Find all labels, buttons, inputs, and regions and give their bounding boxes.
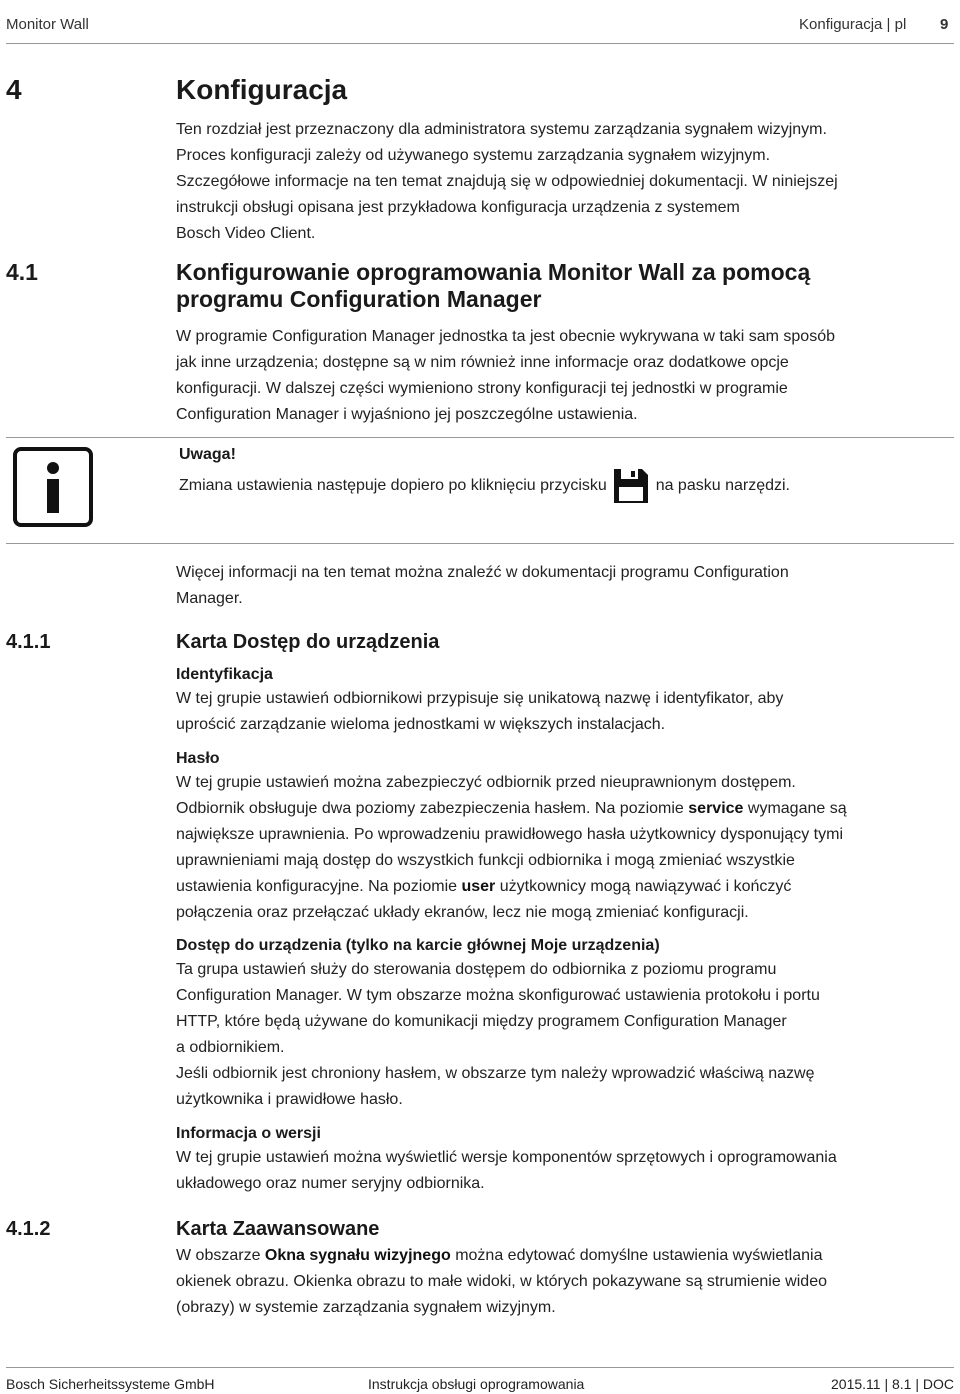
chapter-number: 4 [6,74,22,105]
wersja-line: W tej grupie ustawień można wyświetlić wersje komponentów sprzętowych i oprogramowania [176,1149,837,1166]
intro-line: instrukcji obsługi opisana jest przykładowa konfiguracja urządzenia z systemem [176,199,740,216]
body-line: Configuration Manager i wyjaśniono jej poszczególne ustawienia. [176,406,638,423]
save-icon [611,466,651,506]
footer-document: Instrukcja obsługi oprogramowania [368,1376,585,1392]
dostep-line: użytkownika i prawidłowe hasło. [176,1091,403,1108]
chapter-intro [176,117,946,247]
more-info-line: Manager. [176,590,243,607]
level-service: service [688,800,744,817]
text-run: wymagane są [743,800,847,817]
footer-company: Bosch Sicherheitssysteme GmbH [6,1376,215,1392]
notice-text [179,466,790,506]
dostep-line: Jeśli odbiornik jest chroniony hasłem, w obszarze tym należy wprowadzić właściwą nazwę [176,1065,815,1082]
more-info-line: Więcej informacji na ten temat można znaleźć w dokumentacji programu Configuration [176,564,789,581]
running-header-title: Monitor Wall [6,16,89,33]
subsection-number: 4.1.1 [6,631,51,653]
notice-text-after: na pasku narzędzi. [655,477,790,495]
intro-line: Proces konfiguracji zależy od używanego systemu zarządzania sygnałem wizyjnym. [176,147,771,164]
haslo-line: połączenia oraz przełączać układy ekranów, lecz nie mogą zmieniać konfiguracji. [176,904,749,921]
level-user: user [461,878,496,895]
okna-term: Okna sygnału wizyjnego [264,1247,451,1264]
haslo-line: W tej grupie ustawień można zabezpieczyć odbiornik przed nieuprawnionym dostępem. [176,774,796,791]
chapter-title: Konfiguracja [176,74,348,105]
section-number: 4.1 [6,259,38,285]
haslo-line: największe uprawnienia. Po wprowadzeniu prawidłowego hasła użytkownicy dysponujący tymi [176,826,844,843]
intro-line: Ten rozdział jest przeznaczony dla administratora systemu zarządzania sygnałem wizyjnym. [176,121,827,138]
zaawansowane-line: (obrazy) w systemie zarządzania sygnałem wizyjnym. [176,1299,556,1316]
text-run: Odbiornik obsługuje dwa poziomy zabezpieczenia hasłem. Na poziomie [176,800,689,817]
intro-line: Szczegółowe informacje na ten temat znajdują się w odpowiedniej dokumentacji. W niniejszej [176,173,838,190]
info-icon [13,447,93,527]
haslo-block [176,748,946,926]
text-run: użytkownicy mogą nawiązywać i kończyć [495,878,792,895]
subsection-number: 4.1.2 [6,1218,51,1240]
body-line: W programie Configuration Manager jednostka ta jest obecnie wykrywana w taki sam sposób [176,328,835,345]
section-title-line: Konfigurowanie oprogramowania Monitor Wall za pomocą [176,259,811,285]
wersja-block [176,1123,946,1197]
wersja-line: układowego oraz numer seryjny odbiornika. [176,1175,485,1192]
wersja-label: Informacja o wersji [176,1125,321,1142]
header-rule [6,43,954,44]
identyfikacja-line: uprościć zarządzanie wieloma jednostkami w większych instalacjach. [176,716,666,733]
dostep-block [176,935,946,1113]
section-title [176,259,946,313]
zaawansowane-block [176,1243,946,1321]
text-run: W obszarze [176,1247,265,1264]
intro-line: Bosch Video Client. [176,225,316,242]
haslo-line [176,874,946,900]
identyfikacja-block [176,664,946,738]
zaawansowane-line [176,1243,946,1269]
identyfikacja-label: Identyfikacja [176,666,273,683]
haslo-line: uprawnieniami mają dostęp do wszystkich funkcji odbiornika i mogą zmieniać wszystkie [176,852,795,869]
dostep-label: Dostęp do urządzenia (tylko na karcie głównej Moje urządzenia) [176,937,660,954]
footer-version: 2015.11 | 8.1 | DOC [831,1376,954,1392]
subsection-title: Karta Zaawansowane [176,1218,380,1240]
dostep-line: a odbiornikiem. [176,1039,285,1056]
text-run: można edytować domyślne ustawienia wyświetlania [450,1247,823,1264]
more-info [176,560,946,612]
dostep-line: HTTP, które będą używane do komunikacji między programem Configuration Manager [176,1013,787,1030]
footer-rule [6,1367,954,1368]
notice-title: Uwaga! [179,446,236,463]
notice-text-before: Zmiana ustawienia następuje dopiero po kliknięciu przycisku [179,477,607,495]
page-number: 9 [940,16,949,33]
running-header-section: Konfiguracja | pl [799,16,907,33]
section-body [176,324,946,428]
subsection-title: Karta Dostęp do urządzenia [176,631,440,653]
zaawansowane-line: okienek obrazu. Okienka obrazu to małe widoki, w których pokazywane są strumienie wideo [176,1273,827,1290]
section-title-line: programu Configuration Manager [176,286,542,312]
notice-bottom-rule [6,543,954,544]
dostep-line: Configuration Manager. W tym obszarze można skonfigurować ustawienia protokołu i portu [176,987,820,1004]
body-line: konfiguracji. W dalszej części wymieniono strony konfiguracji tej jednostki w programie [176,380,788,397]
dostep-line: Ta grupa ustawień służy do sterowania dostępem do odbiornika z poziomu programu [176,961,777,978]
text-run: ustawienia konfiguracyjne. Na poziomie [176,878,462,895]
notice-top-rule [6,437,954,438]
haslo-line [176,796,946,822]
identyfikacja-line: W tej grupie ustawień odbiornikowi przypisuje się unikatową nazwę i identyfikator, aby [176,690,784,707]
body-line: jak inne urządzenia; dostępne są w nim również inne informacje oraz dodatkowe opcje [176,354,789,371]
haslo-label: Hasło [176,750,220,767]
